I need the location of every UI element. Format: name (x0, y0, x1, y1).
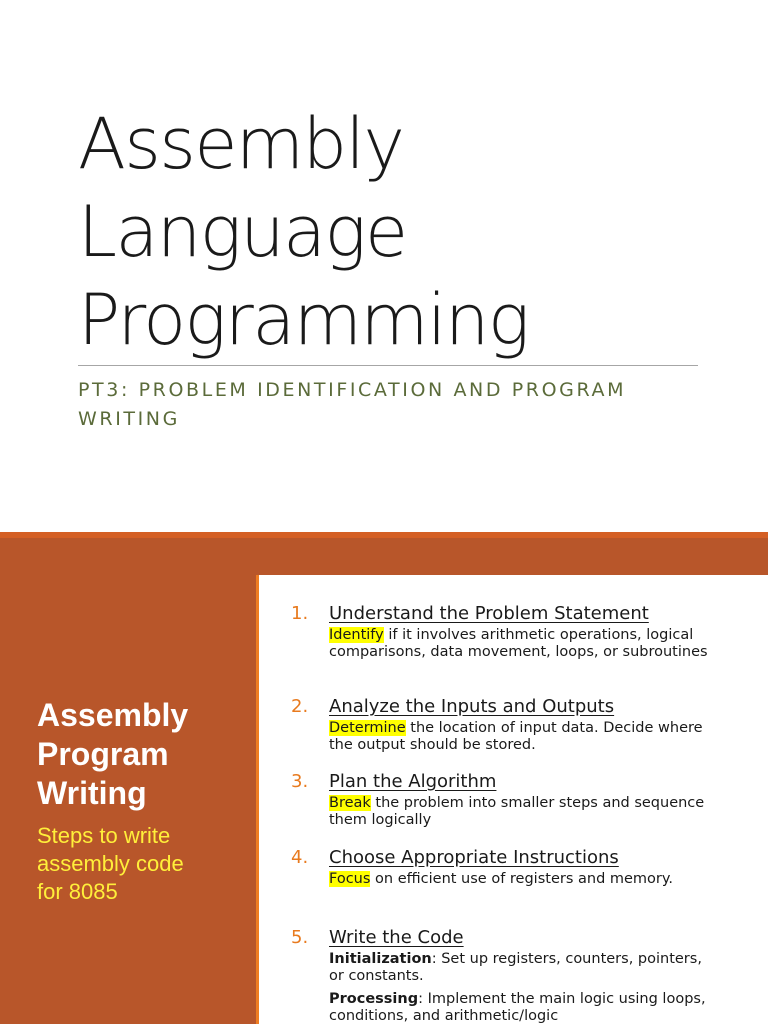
side-subtitle-line: for 8085 (37, 879, 118, 904)
step-text: the location of input data. Decide where the output should be stored. (329, 720, 703, 753)
step-heading: Understand the Problem Statement (329, 603, 649, 624)
step-description (329, 951, 719, 1024)
step-text: the problem into smaller steps and sequence them logically (329, 795, 705, 828)
title-line: Assembly (78, 103, 404, 185)
side-title-line: Assembly (37, 697, 189, 733)
step-heading: Analyze the Inputs and Outputs (329, 696, 615, 717)
title-line: Language (78, 191, 407, 273)
highlighted-keyword: Break (329, 795, 371, 811)
step-number: 2. (291, 696, 309, 717)
step-text: on efficient use of registers and memory. (370, 871, 674, 887)
main-title (78, 100, 718, 364)
title-line: Programming (78, 279, 529, 361)
step-text: : Set up registers, counters, pointers, or constants. (329, 951, 702, 984)
side-title-line: Writing (37, 775, 147, 811)
step-heading: Plan the Algorithm (329, 771, 497, 792)
term-label: Processing (329, 991, 419, 1007)
step-description (329, 871, 719, 888)
title-divider (78, 365, 698, 366)
highlighted-keyword: Focus (329, 871, 371, 887)
step-paragraph (329, 951, 719, 985)
side-subtitle (37, 822, 247, 906)
step-number: 3. (291, 771, 309, 792)
term-label: Initialization (329, 951, 432, 967)
side-subtitle-line: assembly code (37, 851, 184, 876)
step-number: 5. (291, 927, 309, 948)
step-description (329, 795, 719, 829)
step-heading: Choose Appropriate Instructions (329, 847, 619, 868)
steps-slide (0, 532, 768, 1024)
step-description (329, 720, 719, 754)
subtitle: PT3: PROBLEM IDENTIFICATION AND PROGRAM WRITING (78, 379, 627, 430)
step-number: 4. (291, 847, 309, 868)
accent-band (0, 532, 768, 538)
side-title (37, 696, 247, 813)
step-description (329, 627, 719, 661)
side-title-line: Program (37, 736, 169, 772)
step-text: if it involves arithmetic operations, logical comparisons, data movement, loops, or subroutines (329, 627, 708, 660)
highlighted-keyword: Determine (329, 720, 406, 736)
highlighted-keyword: Identify (329, 627, 384, 643)
step-number: 1. (291, 603, 309, 624)
step-heading: Write the Code (329, 927, 464, 948)
side-subtitle-line: Steps to write (37, 823, 171, 848)
content-panel (256, 575, 768, 1024)
step-paragraph (329, 991, 719, 1024)
step-text: : Implement the main logic using loops, conditions, and arithmetic/logic (329, 991, 706, 1024)
